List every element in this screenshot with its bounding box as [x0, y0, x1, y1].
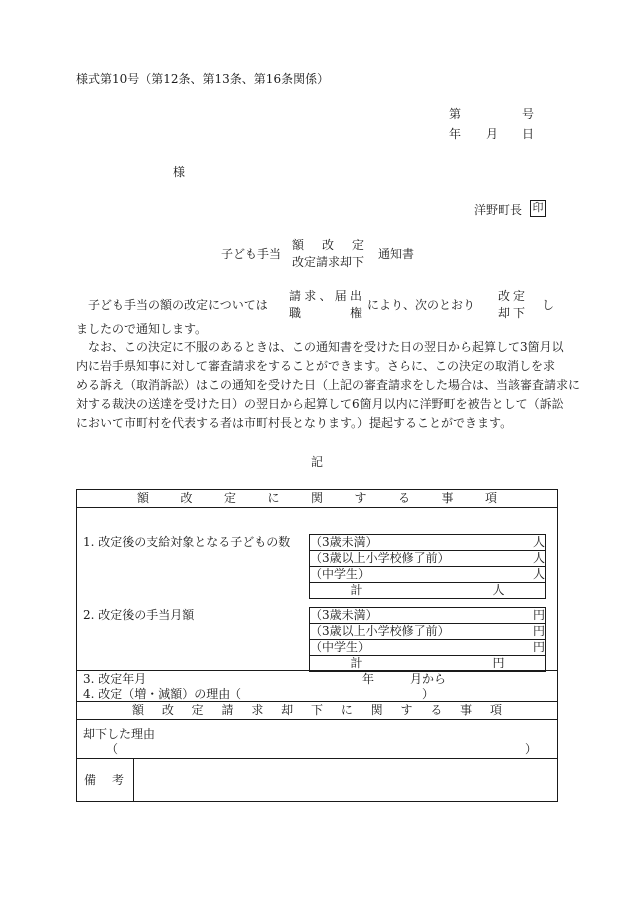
notice-line: において市町村を代表する者は市町村長となります。）提起することができます。 — [76, 416, 513, 430]
remarks-field[interactable] — [134, 759, 558, 802]
amount-row: （中学生） 円 — [310, 640, 545, 654]
amount-total-row: 計 円 — [310, 656, 546, 672]
item3-label: 3. 改定年月 — [83, 672, 147, 686]
notice-line: 内に岩手県知事に対して審査請求をすることができます。さらに、この決定の取消しを求 — [76, 359, 556, 373]
form-number: 様式第10号（第12条、第13条、第16条関係） — [76, 72, 330, 86]
amount-row: （3歳未満） 円 — [310, 608, 545, 622]
children-count-table — [309, 534, 546, 599]
notice-paragraph — [76, 338, 581, 433]
child-total-row: 計 人 — [310, 583, 546, 599]
remarks-label: 備考 — [84, 773, 124, 787]
section-header-revision: 額改定に関する事項 — [77, 490, 558, 508]
form-table — [76, 489, 558, 802]
notice-line: なお、この決定に不服のあるときは、この通知書を受けた日の翌日から起算して3箇月以 — [88, 340, 564, 354]
doc-number-go: 号 — [522, 107, 535, 121]
allowance-amount-table — [309, 607, 546, 672]
item1-label: 1. 改定後の支給対象となる子どもの数 — [83, 535, 291, 549]
date-day: 日 — [522, 127, 535, 141]
date-month: 月 — [486, 127, 499, 141]
item2-label: 2. 改定後の手当月額 — [83, 608, 195, 622]
ki-heading: 記 — [311, 455, 324, 469]
items-3-4 — [77, 671, 558, 702]
rejection-open: （ — [106, 742, 119, 756]
addressee-suffix: 様 — [173, 165, 186, 179]
body-line2: ましたので通知します。 — [76, 322, 208, 336]
title-suffix: 通知書 — [378, 247, 415, 261]
child-row: （3歳未満） 人 — [310, 535, 545, 549]
body-option-a-bottom: 職権 — [289, 306, 362, 320]
rejection-close: ） — [525, 742, 538, 756]
body-line1-end: し — [542, 298, 555, 312]
item4-label: 4. 改定（増・減額）の理由 — [83, 687, 231, 701]
item3-month-from: 月から — [410, 672, 447, 686]
amount-row: （3歳以上小学校修了前） 円 — [310, 624, 545, 638]
item4-close: ） — [422, 687, 435, 701]
body-option-a-top: 請求、届出 — [289, 289, 362, 303]
title-option-top: 額改定 — [292, 238, 364, 252]
date-year: 年 — [449, 127, 462, 141]
notice-line: める訴え（取消訴訟）はこの通知を受けた日（上記の審査請求をした場合は、当該審査請求に — [76, 378, 581, 392]
issuer-name: 洋野町長 — [474, 203, 523, 217]
seal-stamp: 印 — [530, 200, 546, 217]
title-option-bottom: 改定請求却下 — [292, 255, 365, 269]
section-header-rejection: 額改定請求却下に関する事項 — [77, 702, 558, 720]
body-line1-mid: により、次のとおり — [367, 298, 476, 312]
body-line1-start: 子ども手当の額の改定については — [88, 298, 268, 312]
rejection-label: 却下した理由 — [83, 727, 156, 741]
notice-line: 対する裁決の送達を受けた日）の翌日から起算して6箇月以内に洋野町を被告として（訴訟 — [76, 397, 564, 411]
title-prefix: 子ども手当 — [221, 247, 282, 261]
child-row: （中学生） 人 — [310, 567, 545, 581]
doc-number-dai: 第 — [449, 107, 462, 121]
remarks-label-cell — [77, 759, 134, 802]
revision-section — [77, 508, 558, 671]
item4-open: （ — [229, 687, 242, 701]
item3-year: 年 — [362, 672, 375, 686]
body-option-b-top: 改定 — [498, 289, 525, 303]
body-option-b-bottom: 却下 — [498, 306, 525, 320]
rejection-section — [77, 720, 558, 759]
child-row: （3歳以上小学校修了前） 人 — [310, 551, 545, 565]
